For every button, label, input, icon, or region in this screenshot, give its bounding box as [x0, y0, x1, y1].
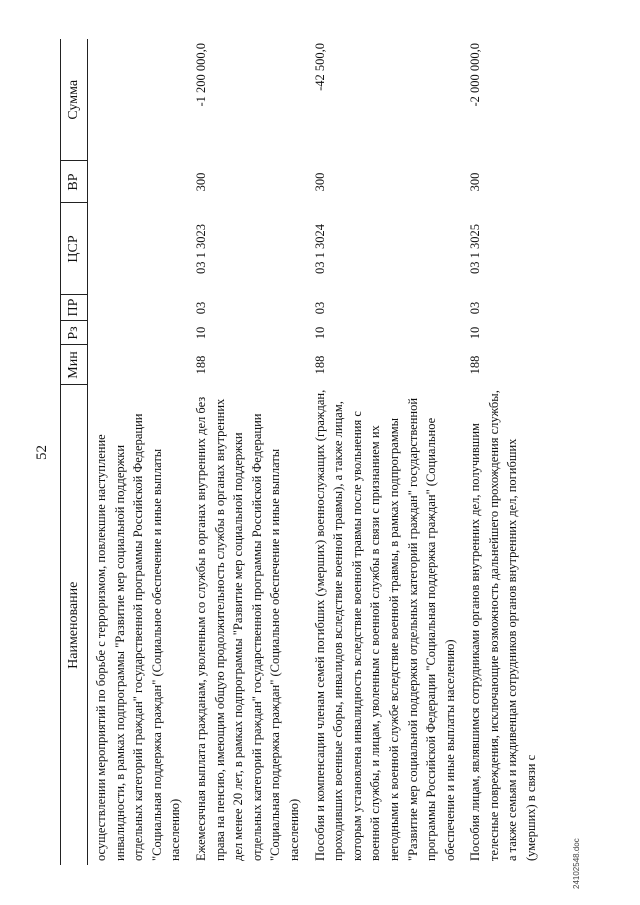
column-header-min: Мин	[61, 345, 88, 385]
row-pr	[88, 295, 188, 321]
row-vr: 300	[193, 172, 208, 192]
row-rz	[88, 321, 188, 345]
page-number: 52	[34, 445, 50, 460]
row-csr	[88, 203, 188, 295]
row-min: 188	[312, 355, 327, 375]
column-header-pr: ПР	[61, 295, 88, 321]
row-sum: -2 000 000,0	[468, 43, 483, 107]
row-sum: -42 500,0	[312, 43, 327, 91]
table-header-row	[61, 39, 88, 865]
row-sum: -1 200 000,0	[193, 43, 208, 107]
row-name: Пособия и компенсации членам семей погибших (умерших) военнослужащих (граждан, проходивших военные сборы, инвалидов вследствие военной травмы), а также лицам, которым установлена инвалидность вследствие военной травмы после увольнения с военной службы, и лицам, уволенным с военной службы в связи с признанием их негодными к военной службе вследствие военной травмы, в рамках подпрограммы "Развитие мер социальной поддержки отдельных категорий граждан" государственной программы Российской Федерации "Социальная поддержка граждан" (Социальное обеспечение и иные выплаты населению)	[312, 389, 457, 861]
row-min	[88, 345, 188, 385]
row-csr: 03 1 3023	[193, 224, 208, 274]
row-sum	[88, 39, 188, 161]
column-header-csr: ЦСР	[61, 203, 88, 295]
row-min: 188	[193, 355, 208, 375]
row-name: осуществлении мероприятий по борьбе с терроризмом, повлекшие наступление инвалидности, в рамках подпрограммы "Развитие мер социальной поддержки отдельных категорий граждан" государственной программы Российской Федерации "Социальная поддержка граждан" (Социальное обеспечение и иные выплаты населению)	[94, 413, 183, 861]
table-row	[88, 39, 188, 865]
row-rz: 10	[193, 326, 208, 340]
table-row	[307, 39, 463, 865]
row-vr	[88, 161, 188, 203]
row-name: Ежемесячная выплата гражданам, уволенным со службы в органах внутренних дел без права на пенсию, имеющим общую продолжительность службы в органах внутренних дел менее 20 лет, в рамках подпрограммы "Развитие мер социальной поддержки отдельных категорий граждан" государственной программы Российской Федерации "Социальная поддержка граждан" (Социальное обеспечение и иные выплаты населению)	[193, 396, 301, 861]
row-csr: 03 1 3024	[312, 224, 327, 274]
row-pr: 03	[193, 301, 208, 315]
row-min: 188	[468, 355, 483, 375]
table-row	[462, 39, 543, 865]
table-row	[188, 39, 307, 865]
row-csr: 03 1 3025	[468, 224, 483, 274]
row-rz: 10	[468, 326, 483, 340]
row-pr: 03	[312, 301, 327, 315]
column-header-name: Наименование	[61, 385, 88, 865]
column-header-sum: Сумма	[61, 39, 88, 161]
footer-filename: 24102548.doc	[572, 838, 581, 889]
row-rz: 10	[312, 326, 327, 340]
row-vr: 300	[468, 172, 483, 192]
column-header-rz: Рз	[61, 321, 88, 345]
row-pr: 03	[468, 301, 483, 315]
row-name: Пособия лицам, являвшимся сотрудниками органов внутренних дел, получившим телесные повреждения, исключающие возможность дальнейшего прохождения службы, а также семьям и иждивенцам сотрудников органов внутренних дел, погибших (умерших) в связи с	[468, 390, 539, 861]
row-vr: 300	[312, 172, 327, 192]
column-header-vr: ВР	[61, 161, 88, 203]
budget-table	[60, 39, 544, 865]
